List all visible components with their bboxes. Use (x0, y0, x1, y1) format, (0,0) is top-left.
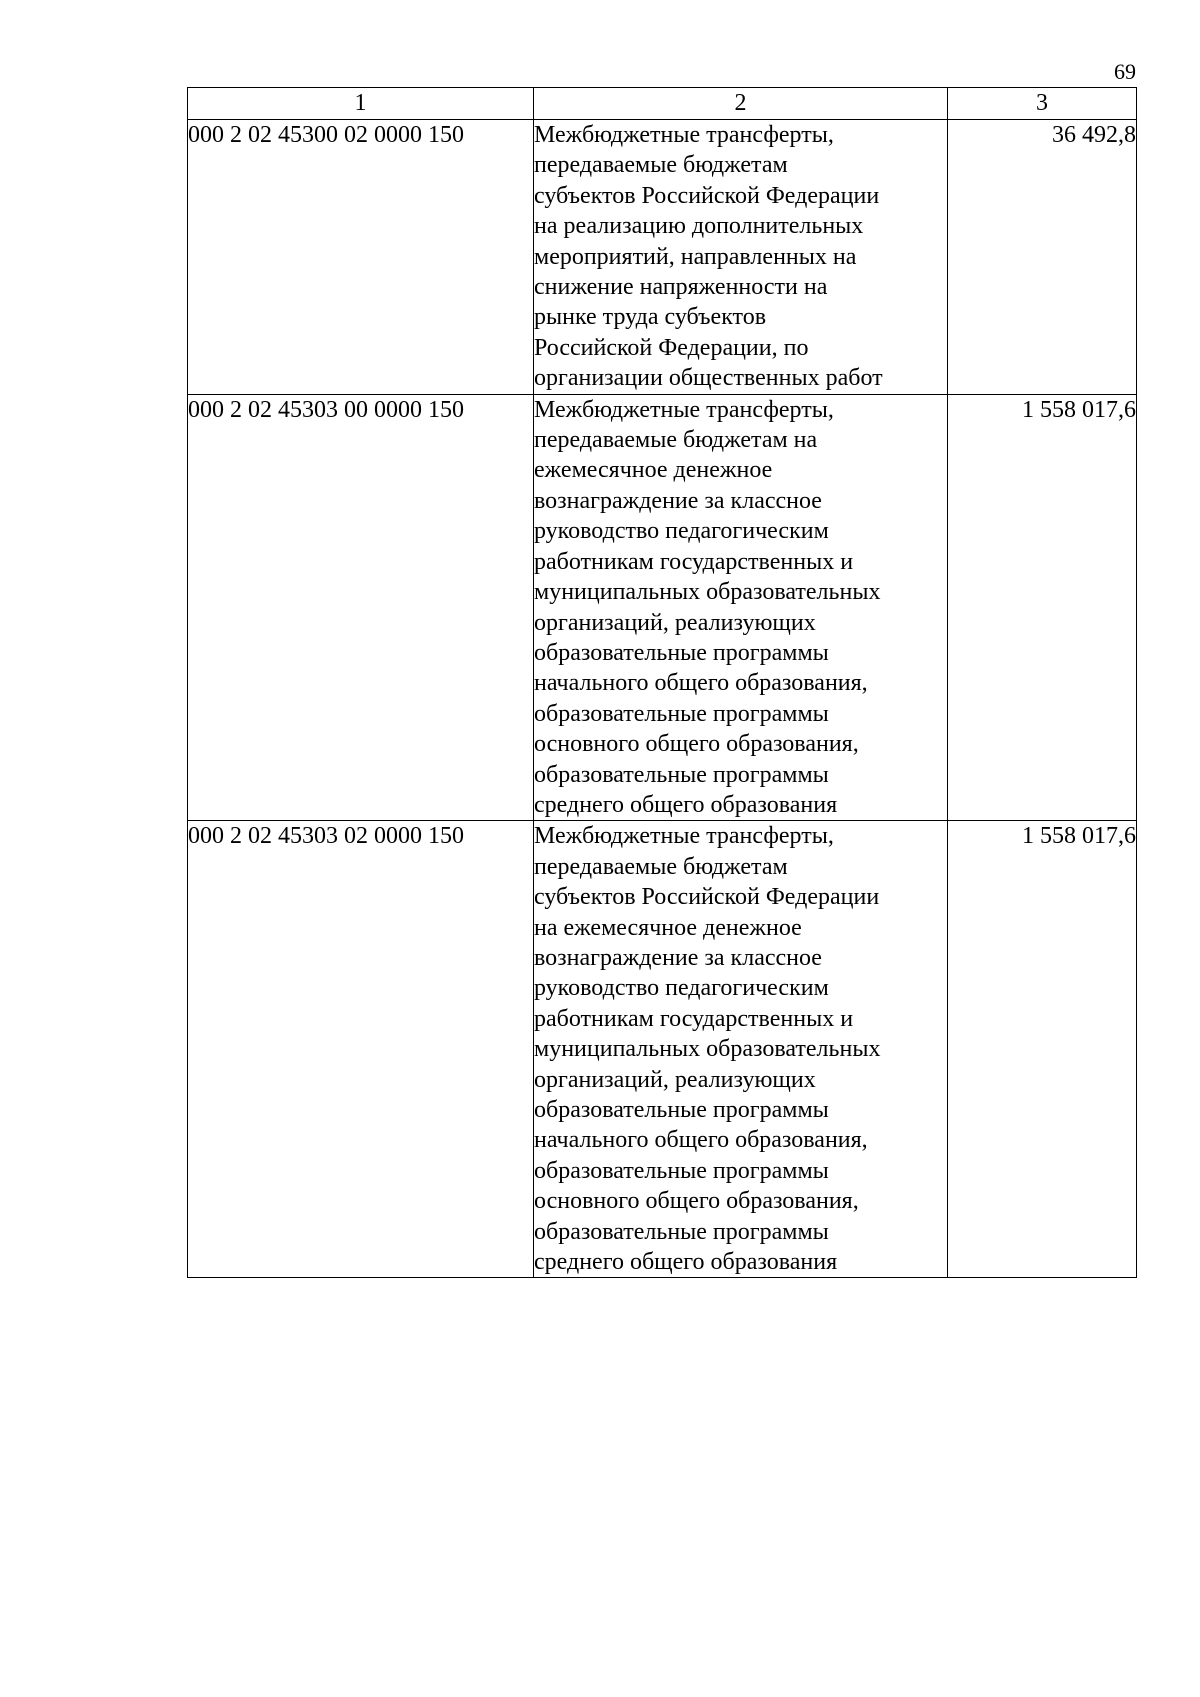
column-header-code: 1 (188, 88, 534, 120)
description-line: организаций, реализующих (534, 609, 816, 636)
description-line: на реализацию дополнительных (534, 213, 864, 240)
description-line: передаваемые бюджетам (534, 853, 788, 880)
table-header (188, 88, 1137, 120)
table-row (188, 120, 1137, 395)
description-line: работникам государственных и (534, 1005, 854, 1032)
amount-cell: 1 558 017,6 (948, 821, 1137, 1278)
description-cell (534, 394, 948, 821)
table-row (188, 821, 1137, 1278)
description-line: образовательные программы (534, 639, 829, 666)
classification-code-cell: 000 2 02 45303 02 0000 150 (188, 821, 534, 1278)
description-line: основного общего образования, (534, 1188, 859, 1215)
description-line: субъектов Российской Федерации (534, 884, 880, 911)
description-line: рынке труда субъектов (534, 304, 767, 331)
budget-revenue-table (187, 87, 1137, 1278)
description-line: образовательные программы (534, 1218, 829, 1245)
page-number: 69 (1114, 59, 1136, 84)
description-line: среднего общего образования (534, 1249, 838, 1276)
description-line: Межбюджетные трансферты, (534, 396, 834, 423)
description-line: организаций, реализующих (534, 1066, 816, 1093)
header-row (188, 88, 1137, 120)
description-line: образовательные программы (534, 1097, 829, 1123)
description-line: работникам государственных и (534, 548, 854, 575)
description-line: образовательные программы (534, 761, 829, 788)
description-line: передаваемые бюджетам на (534, 427, 818, 454)
amount-cell: 1 558 017,6 (948, 394, 1137, 821)
description-line: вознаграждение за классное (534, 944, 822, 971)
description-line: вознаграждение за классное (534, 487, 822, 514)
description-line: организации общественных работ (534, 365, 883, 392)
column-header-description: 2 (534, 88, 948, 120)
description-line: мероприятий, направленных на (534, 243, 857, 270)
table-body (188, 120, 1137, 1278)
description-line: руководство педагогическим (534, 975, 829, 1002)
table-row (188, 394, 1137, 821)
description-line: среднего общего образования (534, 791, 838, 818)
amount-cell: 36 492,8 (948, 120, 1137, 395)
description-line: Межбюджетные трансферты, (534, 122, 834, 148)
description-line: образовательные программы (534, 700, 829, 727)
description-line: субъектов Российской Федерации (534, 182, 880, 209)
description-line: образовательные программы (534, 1157, 829, 1184)
description-line: снижение напряженности на (534, 274, 828, 301)
description-line: Межбюджетные трансферты, (534, 823, 834, 850)
description-line: Российской Федерации, по (534, 334, 809, 361)
classification-code-cell: 000 2 02 45303 00 0000 150 (188, 394, 534, 821)
description-line: на ежемесячное денежное (534, 914, 802, 941)
description-cell (534, 821, 948, 1278)
description-cell (534, 120, 948, 395)
description-line: руководство педагогическим (534, 518, 829, 545)
description-line: передаваемые бюджетам (534, 152, 788, 179)
description-line: ежемесячное денежное (534, 457, 773, 484)
description-line: муниципальных образовательных (534, 579, 881, 606)
description-line: основного общего образования, (534, 731, 859, 758)
description-line: начального общего образования, (534, 1127, 868, 1154)
column-header-amount: 3 (948, 88, 1137, 120)
description-line: начального общего образования, (534, 670, 868, 697)
description-line: муниципальных образовательных (534, 1036, 881, 1063)
classification-code-cell: 000 2 02 45300 02 0000 150 (188, 120, 534, 395)
